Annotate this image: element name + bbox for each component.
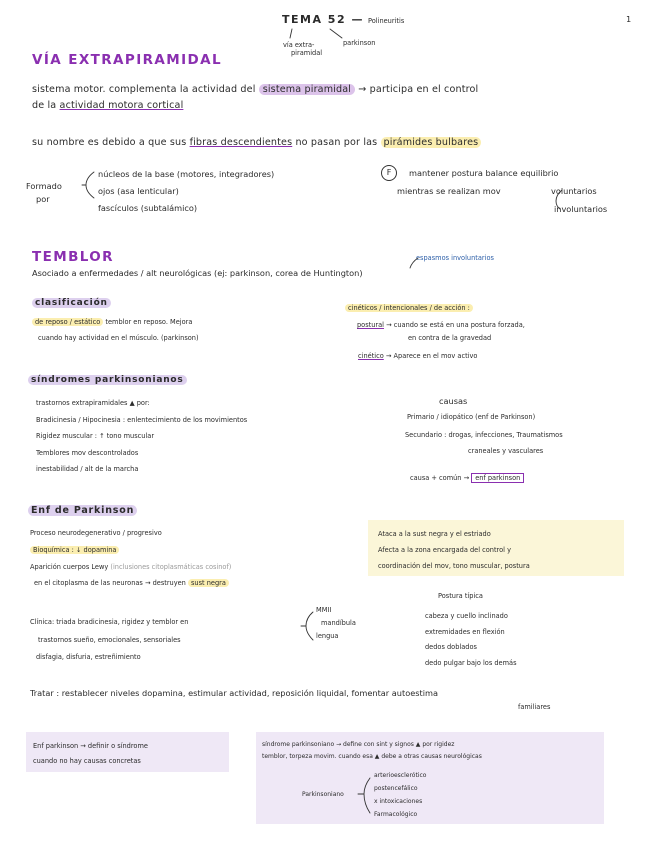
funcion-line-2: mientras se realizan mov: [397, 186, 501, 196]
parkinsoniano-branch: arterioesclerótico: [374, 772, 427, 779]
temblor-note: espasmos involuntarios: [416, 254, 494, 262]
via-line-3-b: no pasan por las: [295, 137, 378, 148]
reposo-highlight: de reposo / estático: [32, 318, 103, 326]
clasificacion-label: clasificación: [32, 298, 111, 308]
funcion-line-3: voluntarios: [551, 186, 597, 196]
parkinsoniano-branch: x intoxicaciones: [374, 798, 423, 805]
cineticos-title: cinéticos / intencionales / de acción :: [345, 304, 473, 312]
sindromes-item: Temblores mov descontrolados: [36, 448, 139, 457]
formado-label-line2: por: [36, 194, 50, 204]
via-line-1-highlight: sistema piramidal: [259, 84, 355, 95]
via-line-1-a: sistema motor. complementa la actividad del: [32, 84, 256, 95]
temblor-line: Asociado a enfermedades / alt neurológicas (ej: parkinson, corea de Huntington): [32, 268, 363, 278]
parkinsoniano-label: Parkinsoniano: [302, 791, 344, 798]
enf-title: Enf de Parkinson: [28, 505, 137, 516]
causa-comun-box: enf parkinson: [471, 473, 524, 483]
page-number: 1: [626, 14, 632, 24]
bottom-left-line-2: cuando no hay causas concretas: [33, 757, 141, 765]
header-branch-left-line2: piramidal: [291, 49, 323, 57]
via-line-2-a: de la: [32, 100, 57, 111]
reposo-text-1: temblor en reposo. Mejora: [105, 318, 193, 326]
postural-line-2: en contra de la gravedad: [408, 334, 492, 342]
sindromes-title: síndromes parkinsonianos: [28, 375, 187, 385]
via-line-3-highlight: pirámides bulbares: [381, 137, 482, 148]
temblor-note-arrow-icon: [410, 258, 418, 268]
topic-subtitle: Polineuritis: [368, 17, 405, 25]
enf-item: disfagia, disfuria, estreñimiento: [36, 653, 141, 661]
enf-item: Aparición cuerpos Lewy: [30, 563, 109, 571]
postural-text-1: → cuando se está en una postura forzada,: [386, 321, 525, 329]
causas-title: causas: [439, 396, 468, 406]
enf-sust-negra: sust negra: [188, 579, 229, 587]
temblor-en-item: lengua: [316, 632, 339, 640]
funcion-line-4: involuntarios: [554, 204, 608, 214]
cinetico-label: cinético: [358, 352, 384, 360]
via-line-1-b: → participa en el control: [358, 84, 479, 95]
causa-comun-label: causa + común →: [410, 474, 470, 482]
enf-clinica: Clínica: triada bradicinesia, rigidez y temblor en: [30, 618, 189, 626]
temblor-en-brace-icon: [301, 612, 313, 640]
ataca-item: Ataca a la sust negra y el estriado: [378, 530, 491, 538]
funcion-marker-icon: F: [381, 165, 397, 181]
ataca-item: coordinación del mov, tono muscular, postura: [378, 562, 530, 570]
cinetico-text: → Aparece en el mov activo: [385, 352, 478, 360]
via-title: VÍA EXTRAPIRAMIDAL: [32, 52, 222, 68]
postura-item: dedos doblados: [425, 643, 477, 651]
formado-item: fascículos (subtalámico): [98, 203, 198, 213]
formado-label-line1: Formado: [26, 181, 62, 191]
enf-item: en el citoplasma de las neuronas → destruyen: [34, 579, 186, 587]
sindromes-item: Rigidez muscular : ↑ tono muscular: [36, 432, 155, 440]
sindromes-item: trastornos extrapiramidales ▲ por:: [36, 399, 150, 407]
header-branch-left-line1: vía extra-: [283, 41, 315, 49]
postura-item: extremidades en flexión: [425, 627, 505, 636]
postura-title: Postura típica: [438, 592, 483, 600]
via-line-2-underlined: actividad motora cortical: [59, 100, 184, 111]
reposo-line-2: cuando hay actividad en el músculo. (parkinson): [38, 334, 199, 342]
formado-brace-icon: [82, 172, 94, 198]
tratar-line-1: Tratar : restablecer niveles dopamina, estimular actividad, reposición liquidal, fomentar autoestima: [30, 688, 438, 698]
sindromes-item: inestabilidad / alt de la marcha: [36, 465, 139, 473]
bottom-right-line-1: síndrome parkinsoniano → define con sint y signos ▲ por rigidez: [262, 741, 455, 748]
sindromes-item: Bradicinesia / Hipocinesia : enlentecimiento de los movimientos: [36, 415, 248, 424]
parkinsoniano-branch: postencefálico: [374, 785, 418, 792]
header-branch-right: parkinson: [343, 39, 376, 47]
bottom-right-line-2: temblor, torpeza movim. cuando esa ▲ debe a otras causas neurológicas: [262, 753, 482, 760]
funcion-line-1: mantener postura balance equilibrio: [409, 168, 559, 178]
parkinsoniano-branch: Farmacológico: [374, 811, 418, 818]
enf-item: trastornos sueño, emocionales, sensoriales: [38, 636, 181, 644]
header-branch-left-stroke: [290, 29, 292, 38]
causas-item: Primario / idiopático (enf de Parkinson): [407, 413, 536, 421]
parkinsoniano-brace-icon: [358, 778, 370, 813]
causas-item: Secundario : drogas, infecciones, Traumatismos: [405, 431, 563, 439]
header-branch-right-stroke: [330, 29, 342, 38]
funcion-brace-icon: [556, 190, 562, 209]
enf-item: Bioquímica : ↓ dopamina: [30, 546, 119, 554]
postural-label: postural: [357, 321, 385, 329]
topic-title: TEMA 52 —: [282, 13, 364, 26]
causas-item: craneales y vasculares: [468, 447, 544, 455]
ataca-item: Afecta a la zona encargada del control y: [378, 546, 511, 554]
bottom-left-line-1: Enf parkinson → definir o síndrome: [33, 742, 148, 750]
tratar-line-2: familiares: [518, 703, 551, 711]
via-line-3-a: su nombre es debido a que sus: [32, 137, 187, 148]
temblor-en-item: mandíbula: [321, 619, 356, 627]
formado-item: núcleos de la base (motores, integradores): [98, 169, 275, 179]
postura-item: dedo pulgar bajo los demás: [425, 658, 517, 667]
via-line-3-underlined: fibras descendientes: [189, 137, 293, 148]
temblor-title: TEMBLOR: [32, 249, 114, 265]
formado-item: ojos (asa lenticular): [98, 186, 179, 196]
enf-lewy-note: (inclusiones citoplasmáticas cosinof): [110, 563, 232, 571]
enf-item: Proceso neurodegenerativo / progresivo: [30, 529, 162, 537]
temblor-en-item: MMII: [316, 606, 332, 614]
postura-item: cabeza y cuello inclinado: [425, 612, 508, 620]
